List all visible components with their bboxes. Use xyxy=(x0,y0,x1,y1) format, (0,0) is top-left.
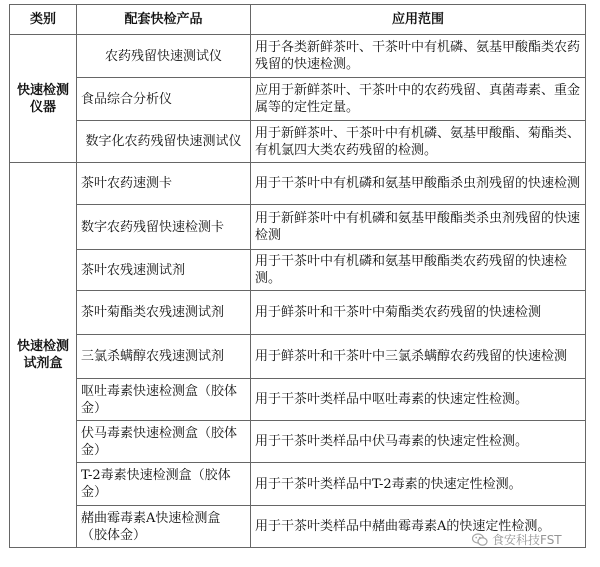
header-row xyxy=(10,5,586,35)
application-cell: 用于干茶叶类样品中赭曲霉毒素A的快速定性检测。 xyxy=(251,506,586,548)
application-cell: 用于新鲜茶叶、干茶叶中有机磷、氨基甲酸酯、菊酯类、有机氯四大类农药残留的检测。 xyxy=(251,121,586,163)
table-row xyxy=(10,291,586,335)
application-cell: 用于鲜茶叶和干茶叶中三氯杀螨醇农药残留的快速检测 xyxy=(251,335,586,379)
wechat-icon xyxy=(472,533,488,547)
product-cell: 赭曲霉毒素A快速检测盒（胶体金） xyxy=(77,506,251,548)
application-cell: 用于干茶叶中有机磷和氨基甲酸酯杀虫剂残留的快速检测 xyxy=(251,163,586,205)
table-row xyxy=(10,421,586,463)
application-cell: 用于干茶叶中有机磷和氨基甲酸酯类农药残留的快速检测。 xyxy=(251,250,586,291)
product-cell: 茶叶农残速测试剂 xyxy=(77,250,251,291)
application-cell: 用于干茶叶类样品中呕吐毒素的快速定性检测。 xyxy=(251,379,586,421)
table-row xyxy=(10,163,586,205)
table-row xyxy=(10,379,586,421)
application-cell: 用于新鲜茶叶中有机磷和氨基甲酸酯类杀虫剂残留的快速检测 xyxy=(251,205,586,250)
header-category: 类别 xyxy=(10,5,77,35)
product-cell: 茶叶农药速测卡 xyxy=(77,163,251,205)
product-cell: 呕吐毒素快速检测盒（胶体金） xyxy=(77,379,251,421)
application-cell: 用于干茶叶类样品中伏马毒素的快速定性检测。 xyxy=(251,421,586,463)
product-cell: 食品综合分析仪 xyxy=(77,78,251,121)
application-cell: 应用于新鲜茶叶、干茶叶中的农药残留、真菌毒素、重金属等的定性定量。 xyxy=(251,78,586,121)
table-row xyxy=(10,463,586,506)
application-cell: 用于鲜茶叶和干茶叶中菊酯类农药残留的快速检测 xyxy=(251,291,586,335)
table-row xyxy=(10,335,586,379)
watermark xyxy=(472,531,562,548)
header-application: 应用范围 xyxy=(251,5,586,35)
application-cell: 用于干茶叶类样品中T-2毒素的快速定性检测。 xyxy=(251,463,586,506)
product-cell: 数字化农药残留快速测试仪 xyxy=(77,121,251,163)
table-row xyxy=(10,250,586,291)
table-row xyxy=(10,35,586,78)
category-cell-kits: 快速检测试剂盒 xyxy=(10,163,77,548)
application-cell: 用于各类新鲜茶叶、干茶叶中有机磷、氨基甲酸酯类农药残留的快速检测。 xyxy=(251,35,586,78)
category-cell-instruments: 快速检测仪器 xyxy=(10,35,77,163)
table-row xyxy=(10,78,586,121)
product-cell: 茶叶菊酯类农残速测试剂 xyxy=(77,291,251,335)
table-row xyxy=(10,121,586,163)
table-row xyxy=(10,205,586,250)
product-cell: 伏马毒素快速检测盒（胶体金） xyxy=(77,421,251,463)
product-cell: T-2毒素快速检测盒（胶体金） xyxy=(77,463,251,506)
watermark-text: 食安科技FST xyxy=(492,533,562,547)
product-cell: 三氯杀螨醇农残速测试剂 xyxy=(77,335,251,379)
product-cell: 农药残留快速测试仪 xyxy=(77,35,251,78)
header-product: 配套快检产品 xyxy=(77,5,251,35)
product-table xyxy=(9,4,586,548)
product-cell: 数字农药残留快速检测卡 xyxy=(77,205,251,250)
